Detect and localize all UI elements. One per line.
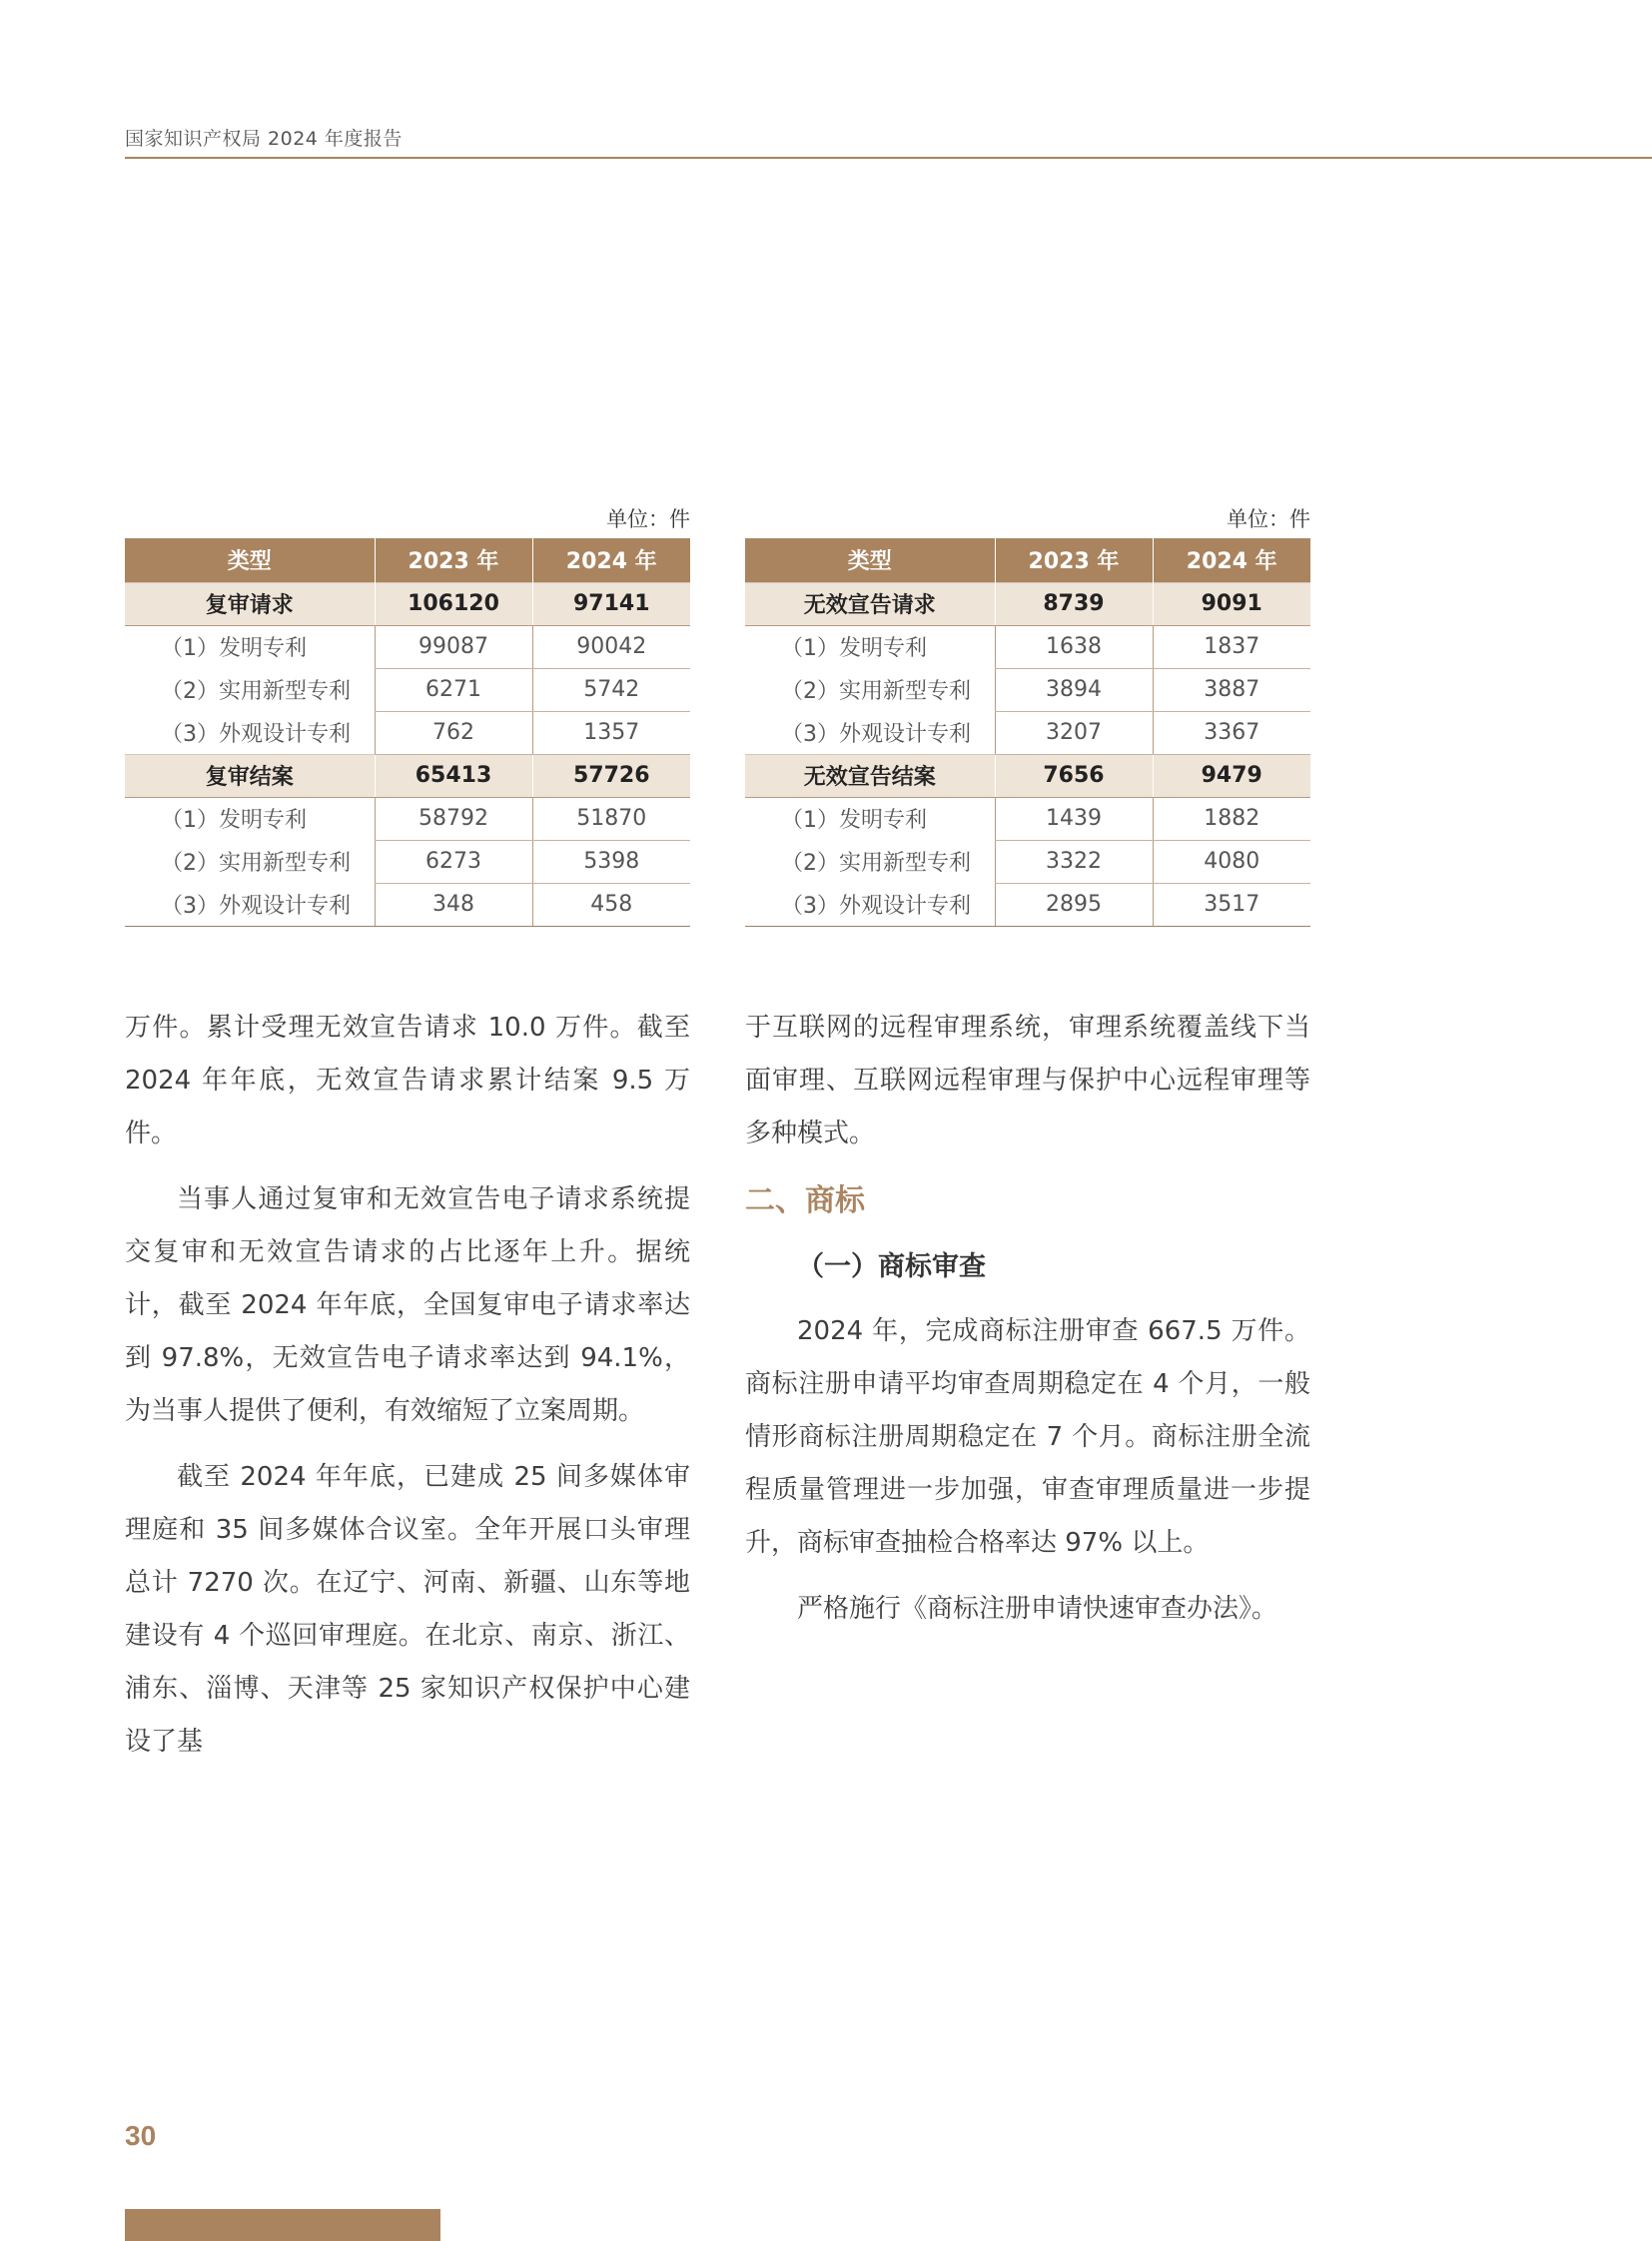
table-row — [745, 625, 1310, 668]
value-2023: 7656 — [995, 754, 1153, 797]
row-label: （3）外观设计专利 — [161, 721, 351, 747]
value-2023: 99087 — [375, 625, 532, 668]
column-header-2024: 2024 年 — [1153, 538, 1310, 582]
paragraph: 2024 年，完成商标注册审查 667.5 万件。商标注册申请平均审查周期稳定在 4 个月，一般情形商标注册周期稳定在 7 个月。商标注册全流程质量管理进一步加强，审查审理质量进一步提升，商标审查抽检合格率达 97% 以上。 — [745, 1316, 1310, 1558]
value-2024: 4080 — [1153, 840, 1310, 883]
column-header-type: 类型 — [125, 538, 375, 582]
table-row — [125, 840, 690, 883]
value-2023: 3894 — [995, 668, 1153, 711]
table-row — [125, 883, 690, 926]
column-header-2024: 2024 年 — [532, 538, 690, 582]
row-label: （2）实用新型专利 — [161, 851, 351, 876]
row-label: 无效宣告请求 — [745, 582, 995, 625]
row-label: （1）发明专利 — [161, 636, 307, 662]
value-2024: 5398 — [532, 840, 690, 883]
value-2024: 9479 — [1153, 754, 1310, 797]
table-row — [125, 668, 690, 711]
row-label: 复审结案 — [125, 754, 375, 797]
row-label: （1）发明专利 — [781, 636, 927, 662]
column-header-2023: 2023 年 — [375, 538, 532, 582]
value-2024: 1357 — [532, 711, 690, 754]
value-2023: 2895 — [995, 883, 1153, 926]
review-statistics-table — [125, 505, 690, 927]
row-label: 复审请求 — [125, 582, 375, 625]
value-2023: 3207 — [995, 711, 1153, 754]
value-2024: 97141 — [532, 582, 690, 625]
paragraph: 万件。累计受理无效宣告请求 10.0 万件。截至 2024 年年底，无效宣告请求累计结案 9.5 万件。 — [125, 1013, 690, 1148]
value-2023: 1439 — [995, 797, 1153, 840]
paragraph: 截至 2024 年年底，已建成 25 间多媒体审理庭和 35 间多媒体合议室。全年开展口头审理总计 7270 次。在辽宁、河南、新疆、山东等地建设有 4 个巡回审理庭。在北京、南京、浙江、浦东、淄博、天津等 25 家知识产权保护中心建设了基 — [125, 1462, 690, 1757]
value-2024: 51870 — [532, 797, 690, 840]
value-2024: 1837 — [1153, 625, 1310, 668]
invalidation-statistics-table — [745, 505, 1310, 927]
body-column-left — [125, 1002, 690, 1782]
value-2023: 65413 — [375, 754, 532, 797]
row-label: （3）外观设计专利 — [125, 883, 375, 926]
header-divider — [125, 157, 1652, 159]
value-2024: 3367 — [1153, 711, 1310, 754]
table-header-row — [125, 538, 690, 582]
paragraph: 当事人通过复审和无效宣告电子请求系统提交复审和无效宣告请求的占比逐年上升。据统计，截至 2024 年年底，全国复审电子请求率达到 97.8%，无效宣告电子请求率达到 94.1%，为当事人提供了便利，有效缩短了立案周期。 — [125, 1184, 690, 1426]
value-2024: 3887 — [1153, 668, 1310, 711]
value-2023: 348 — [375, 883, 532, 926]
table-summary-row — [125, 582, 690, 625]
table-row — [125, 711, 690, 754]
value-2024: 9091 — [1153, 582, 1310, 625]
table-unit-label: 单位：件 — [1227, 507, 1310, 531]
table-row — [745, 840, 1310, 883]
value-2024: 3517 — [1153, 883, 1310, 926]
body-column-right — [745, 1002, 1310, 1649]
table-summary-row — [745, 582, 1310, 625]
row-label: 无效宣告结案 — [745, 754, 995, 797]
value-2024: 5742 — [532, 668, 690, 711]
table-row — [745, 668, 1310, 711]
subsection-heading: （一）商标审查 — [797, 1251, 986, 1282]
table-row — [745, 797, 1310, 840]
section-heading: 二、商标 — [745, 1183, 865, 1218]
table-row — [125, 625, 690, 668]
paragraph: 于互联网的远程审理系统，审理系统覆盖线下当面审理、互联网远程审理与保护中心远程审理等多种模式。 — [745, 1013, 1310, 1148]
value-2024: 57726 — [532, 754, 690, 797]
value-2024: 458 — [532, 883, 690, 926]
row-label: （3）外观设计专利 — [745, 883, 995, 926]
value-2024: 1882 — [1153, 797, 1310, 840]
value-2023: 6273 — [375, 840, 532, 883]
table-summary-row — [745, 754, 1310, 797]
value-2024: 90042 — [532, 625, 690, 668]
paragraph: 严格施行《商标注册申请快速审查办法》。 — [797, 1594, 1278, 1624]
table-row — [745, 883, 1310, 926]
value-2023: 1638 — [995, 625, 1153, 668]
value-2023: 58792 — [375, 797, 532, 840]
row-label: （3）外观设计专利 — [781, 721, 971, 747]
table-row — [745, 711, 1310, 754]
report-header-title: 国家知识产权局 2024 年度报告 — [125, 128, 403, 150]
page-number: 30 — [125, 2120, 157, 2151]
row-label: （1）发明专利 — [161, 808, 307, 834]
value-2023: 8739 — [995, 582, 1153, 625]
column-header-2023: 2023 年 — [995, 538, 1153, 582]
value-2023: 762 — [375, 711, 532, 754]
value-2023: 6271 — [375, 668, 532, 711]
value-2023: 106120 — [375, 582, 532, 625]
table-summary-row — [125, 754, 690, 797]
footer-accent-bar — [125, 2209, 440, 2241]
table-header-row — [745, 538, 1310, 582]
row-label: （1）发明专利 — [781, 808, 927, 834]
row-label: （2）实用新型专利 — [161, 679, 351, 704]
table-row — [125, 797, 690, 840]
table-unit-label: 单位：件 — [606, 507, 690, 531]
row-label: （2）实用新型专利 — [781, 679, 971, 704]
value-2023: 3322 — [995, 840, 1153, 883]
column-header-type: 类型 — [745, 538, 995, 582]
row-label: （2）实用新型专利 — [781, 851, 971, 876]
